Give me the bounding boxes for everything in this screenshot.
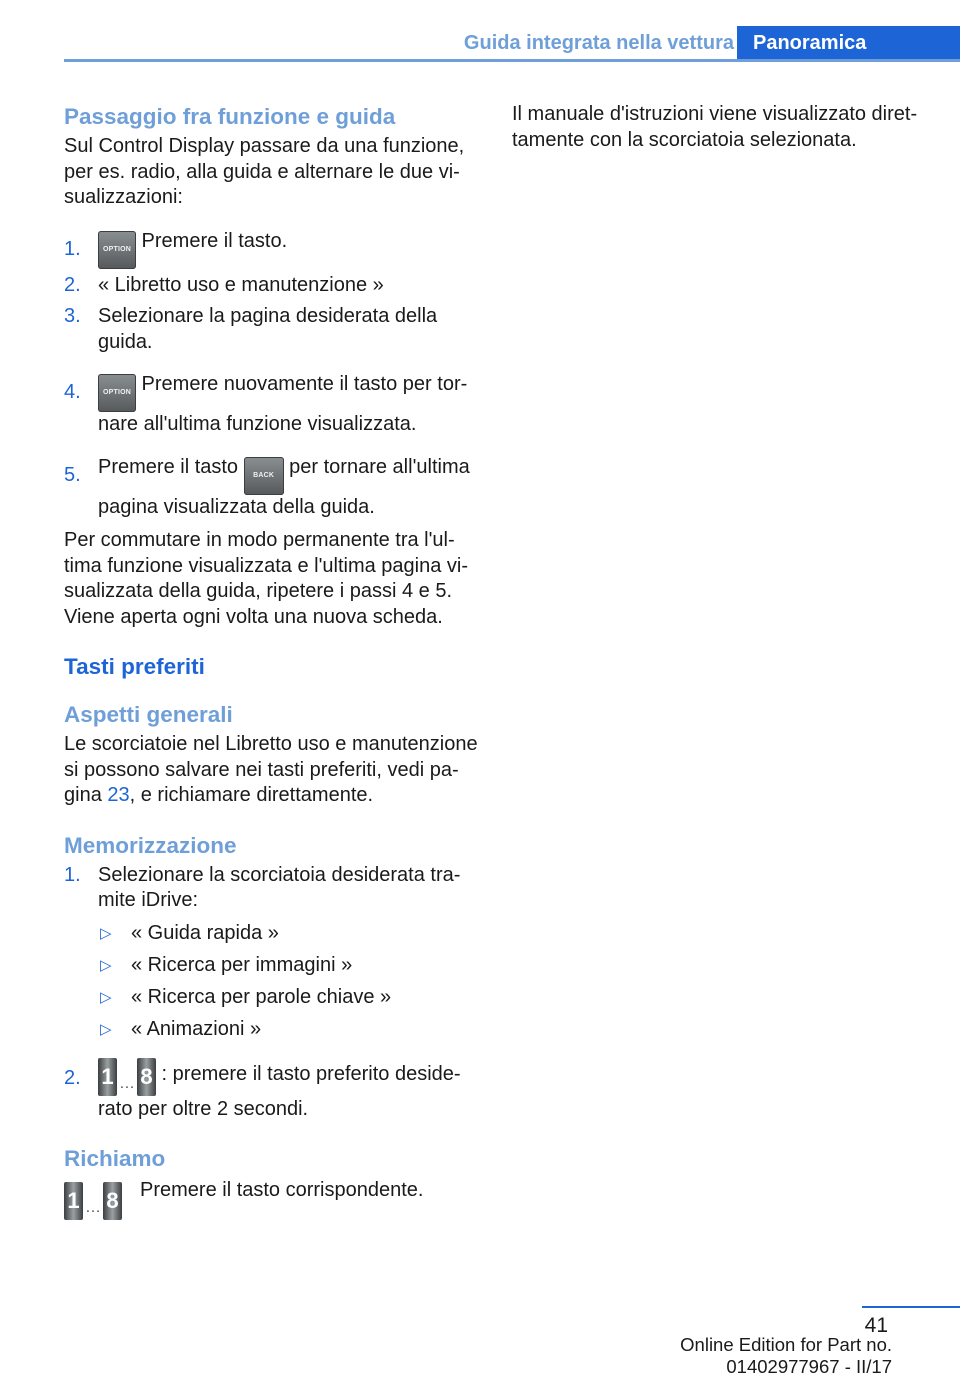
favorite-key-8-icon: 8 bbox=[137, 1058, 156, 1096]
heading-memorizzazione: Memorizzazione bbox=[64, 832, 237, 858]
step-5 bbox=[64, 455, 484, 521]
option-key-icon: OPTION bbox=[98, 374, 136, 412]
favorite-key-1-icon: 1 bbox=[98, 1058, 117, 1096]
heading-passaggio: Passaggio fra funzione e guida bbox=[64, 104, 396, 129]
step-2 bbox=[64, 273, 484, 299]
ellipsis: … bbox=[85, 1199, 101, 1216]
triangle-bullet-icon: ▷ bbox=[100, 988, 112, 1006]
edition-note: Online Edition for Part no. 01402977967 - II/17 bbox=[680, 1334, 892, 1377]
step-text: Premere nuovamente il tasto per tor-nare all'ultima funzione visualizzata. bbox=[98, 373, 468, 435]
heading-tasti-preferiti: Tasti preferiti bbox=[64, 654, 205, 679]
memorize-step-2 bbox=[64, 1058, 484, 1122]
triangle-bullet-icon: ▷ bbox=[100, 924, 112, 942]
page-number: 41 bbox=[864, 1314, 888, 1337]
recall-text: Premere il tasto corrispondente. bbox=[140, 1179, 424, 1201]
options-bullet-list bbox=[98, 921, 484, 1043]
step-number: 4. bbox=[64, 381, 81, 403]
step-number: 1. bbox=[64, 863, 81, 886]
bullet-item bbox=[98, 1017, 484, 1043]
footer-rule bbox=[862, 1306, 960, 1308]
step-1 bbox=[64, 229, 484, 269]
memorize-step-1 bbox=[64, 863, 484, 1043]
step-text: : premere il tasto preferito deside-rato per oltre 2 secondi. bbox=[98, 1063, 461, 1120]
back-key-icon: BACK bbox=[244, 457, 284, 495]
bullet-text: « Animazioni » bbox=[131, 1017, 262, 1040]
step-text-before: Premere il tasto bbox=[98, 455, 244, 478]
general-text-before: Le scorciatoie nel Libretto uso e manutenzione si possono salvare nei tasti preferiti, vedi pa-gina bbox=[64, 733, 478, 806]
step-number: 5. bbox=[64, 463, 81, 486]
memorize-steps-list bbox=[64, 863, 484, 1123]
step-text: Selezionare la scorciatoia desiderata tra-mite iDrive: bbox=[98, 863, 461, 911]
header-chapter-tab: Panoramica bbox=[737, 26, 960, 60]
recall-keys bbox=[64, 1182, 122, 1221]
bullet-item bbox=[98, 953, 484, 979]
step-number: 3. bbox=[64, 305, 81, 327]
recall-block bbox=[64, 1178, 484, 1222]
step-text: Selezionare la pagina desiderata della guida. bbox=[98, 305, 438, 353]
header-section-title: Guida integrata nella vettura bbox=[463, 32, 734, 54]
step-number: 1. bbox=[64, 237, 81, 260]
step-number: 2. bbox=[64, 273, 81, 296]
general-text-after: , e richiamare direttamente. bbox=[129, 784, 374, 806]
favorite-key-1-icon: 1 bbox=[64, 1182, 83, 1220]
general-paragraph bbox=[64, 732, 484, 809]
bullet-item bbox=[98, 985, 484, 1011]
triangle-bullet-icon: ▷ bbox=[100, 1020, 112, 1038]
heading-richiamo: Richiamo bbox=[64, 1146, 166, 1171]
favorite-key-8-icon: 8 bbox=[103, 1182, 122, 1220]
permanent-switch-paragraph: Per commutare in modo permanente tra l'ul-tima funzione visualizzata e l'ultima pagina vi-sualizzata della guida, ripetere i passi 4 e 5. Viene aperta ogni volta una nuova scheda. bbox=[64, 529, 469, 628]
page-link[interactable]: 23 bbox=[107, 784, 130, 806]
ellipsis: … bbox=[119, 1075, 135, 1092]
bullet-text: « Ricerca per parole chiave » bbox=[131, 985, 392, 1008]
heading-aspetti-generali: Aspetti generali bbox=[64, 702, 233, 727]
right-column bbox=[512, 102, 922, 153]
right-paragraph: Il manuale d'istruzioni viene visualizzato diret-tamente con la scorciatoia selezionata. bbox=[512, 103, 918, 151]
step-text: Premere il tasto. bbox=[136, 229, 288, 252]
bullet-text: « Ricerca per immagini » bbox=[131, 953, 353, 976]
step-3 bbox=[64, 304, 484, 355]
steps-list bbox=[64, 229, 484, 521]
bullet-text: « Guida rapida » bbox=[131, 921, 279, 944]
step-4 bbox=[64, 372, 484, 438]
step-number: 2. bbox=[64, 1067, 81, 1089]
step-text: « Libretto uso e manutenzione » bbox=[98, 273, 384, 296]
step-text-after: per tornare all'ultima pagina visualizzata della guida. bbox=[98, 455, 470, 518]
bullet-item bbox=[98, 921, 484, 947]
option-key-icon: OPTION bbox=[98, 231, 136, 269]
triangle-bullet-icon: ▷ bbox=[100, 956, 112, 974]
intro-paragraph: Sul Control Display passare da una funzione, per es. radio, alla guida e alternare le due vi-sualizzazioni: bbox=[64, 135, 465, 208]
left-column bbox=[64, 102, 484, 1222]
header-rule bbox=[64, 59, 960, 62]
